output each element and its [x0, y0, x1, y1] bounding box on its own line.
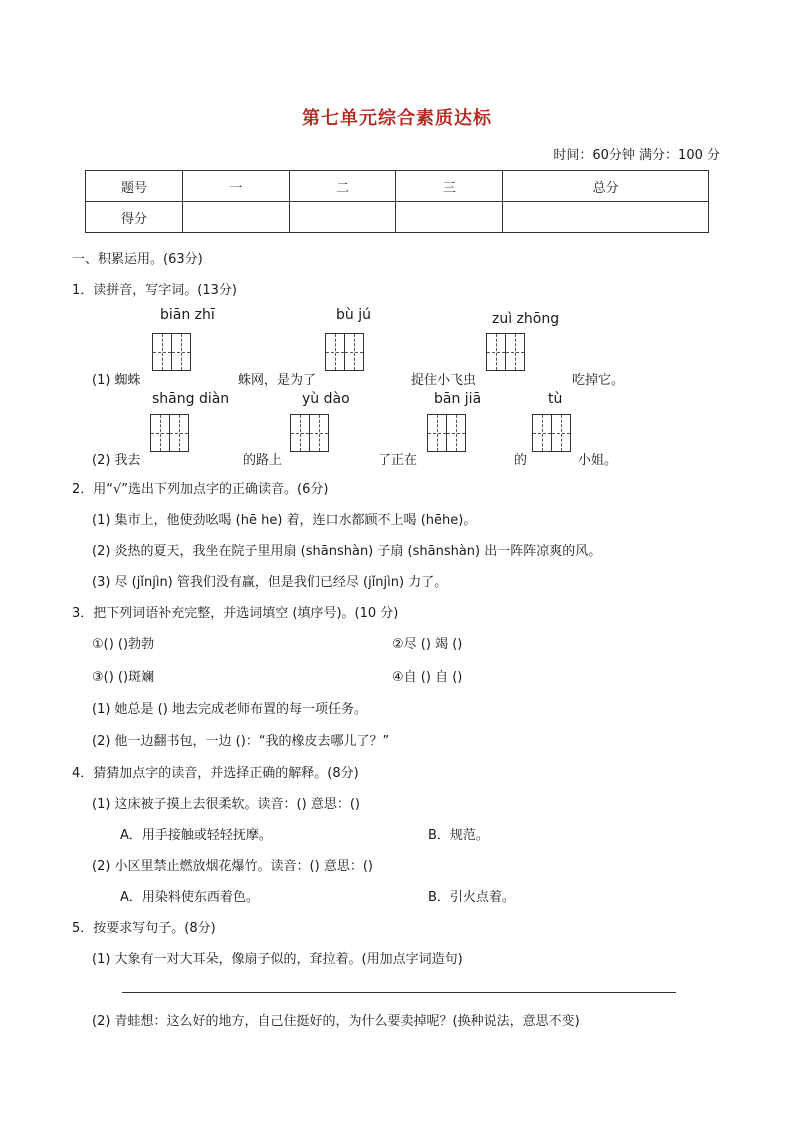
q1-line2-suffix: 小姐。 — [578, 453, 618, 468]
score-cell[interactable] — [396, 202, 503, 233]
pinyin-label: bù jú — [336, 307, 371, 323]
q3-item: (2) 他一边翻书包，一边 ()：“我的橡皮去哪儿了？” — [92, 734, 390, 749]
q5-item: (2) 青蛙想：这么好的地方，自己住挺好的，为什么要卖掉呢？(换种说法，意思不变) — [92, 1014, 580, 1029]
question-2-title: 2．用“√”选出下列加点字的正确读音。(6分) — [72, 482, 329, 497]
q1-line1-mid2: 捉住小飞虫 — [411, 373, 477, 388]
score-header-cell: 题号 — [86, 171, 183, 202]
q3-option: ④自 () 自 () — [392, 670, 463, 685]
score-cell[interactable] — [183, 202, 290, 233]
question-1-title: 1．读拼音，写字词。(13分) — [72, 283, 237, 298]
score-header-cell: 一 — [183, 171, 290, 202]
q3-option: ②尽 () 竭 () — [392, 637, 463, 652]
q4-choice: A．用染料使东西着色。 — [120, 890, 259, 905]
question-4-title: 4．猜猜加点字的读音，并选择正确的解释。(8分) — [72, 766, 359, 781]
answer-line[interactable] — [122, 992, 676, 993]
q1-line2-prefix: (2) 我去 — [92, 453, 141, 468]
page-title: 第七单元综合素质达标 — [302, 108, 492, 129]
score-header-cell: 三 — [396, 171, 503, 202]
q2-item: (3) 尽 (jǐnjìn) 管我们没有赢，但是我们已经尽 (jǐnjìn) 力了。 — [92, 575, 448, 590]
q5-item: (1) 大象有一对大耳朵，像扇子似的，耷拉着。(用加点字词造句) — [92, 952, 463, 967]
question-3-title: 3．把下列词语补充完整，并选词填空 (填序号)。(10 分) — [72, 606, 399, 621]
pinyin-label: bān jiā — [434, 391, 482, 407]
score-table-header-row — [86, 171, 709, 202]
q2-item: (2) 炎热的夏天，我坐在院子里用扇 (shānshàn) 子扇 (shānshàn) 出一阵阵凉爽的风。 — [92, 544, 602, 559]
pinyin-label: tù — [548, 391, 563, 407]
exam-meta: 时间：60分钟 满分：100 分 — [553, 148, 720, 163]
score-cell[interactable] — [289, 202, 396, 233]
pinyin-label: shāng diàn — [152, 391, 230, 407]
section-heading: 一、积累运用。(63分) — [72, 252, 203, 267]
score-header-cell: 二 — [289, 171, 396, 202]
score-table — [85, 170, 709, 233]
q4-choice: B．引火点着。 — [428, 890, 515, 905]
score-table-row — [86, 202, 709, 233]
q4-choice: A．用手接触或轻轻抚摩。 — [120, 828, 272, 843]
q1-line2-mid1: 的路上 — [243, 453, 283, 468]
q3-option: ③() ()斑斓 — [92, 670, 155, 685]
pinyin-label: biān zhī — [160, 307, 215, 323]
q4-item: (1) 这床被子摸上去很柔软。读音：() 意思：() — [92, 797, 360, 812]
q1-line2-mid3: 的 — [514, 453, 528, 468]
question-5-title: 5．按要求写句子。(8分) — [72, 921, 216, 936]
q1-line1-mid1: 蛛网，是为了 — [238, 373, 317, 388]
pinyin-label: zuì zhōng — [492, 311, 560, 327]
q4-choice: B．规范。 — [428, 828, 489, 843]
q3-option: ①() ()勃勃 — [92, 637, 155, 652]
pinyin-label: yù dào — [302, 391, 350, 407]
q3-item: (1) 她总是 () 地去完成老师布置的每一项任务。 — [92, 702, 367, 717]
score-cell[interactable] — [503, 202, 709, 233]
score-header-cell: 总分 — [503, 171, 709, 202]
q4-item: (2) 小区里禁止燃放烟花爆竹。读音：() 意思：() — [92, 859, 373, 874]
q1-line1-prefix: (1) 蜘蛛 — [92, 373, 141, 388]
q1-line1-suffix: 吃掉它。 — [572, 373, 625, 388]
q1-line2-mid2: 了正在 — [378, 453, 418, 468]
q2-item: (1) 集市上，他使劲吆喝 (hē he) 着，连口水都顾不上喝 (hēhe)。 — [92, 513, 477, 528]
score-row-label: 得分 — [86, 202, 183, 233]
